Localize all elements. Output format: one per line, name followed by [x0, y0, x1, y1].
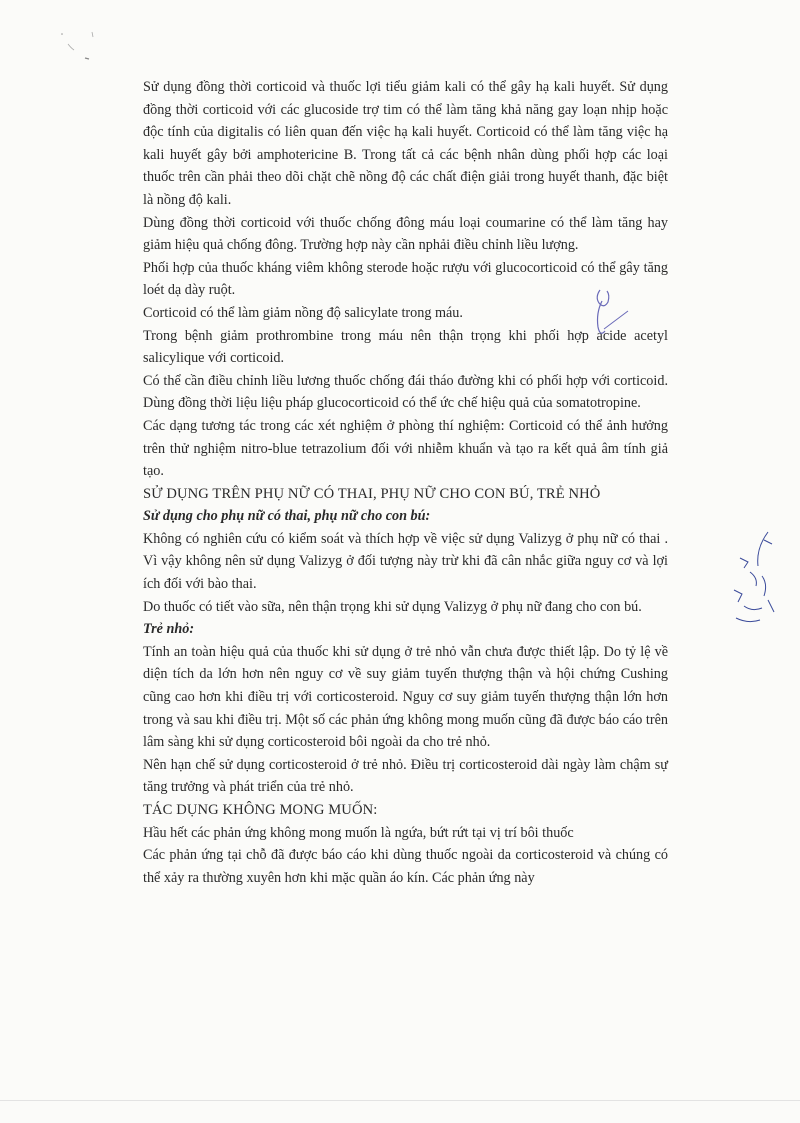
adverse-paragraph-1: Hầu hết các phản ứng không mong muốn là ngứa, bứt rứt tại vị trí bôi thuốc [143, 824, 574, 841]
interaction-paragraph-5: Trong bệnh giảm prothrombine trong máu nên thận trọng khi phối hợp acide acetyl salicylique với corticoid. [143, 327, 668, 367]
children-paragraph-2: Nên hạn chế sử dụng corticosteroid ở trẻ nhỏ. Điều trị corticosteroid dài ngày làm chậm sự tăng trưởng và phát triển của trẻ nhỏ. [143, 756, 668, 796]
interaction-paragraph-7: Các dạng tương tác trong các xét nghiệm ở phòng thí nghiệm: Corticoid có thể ảnh hưởng trên thử nghiệm nitro-blue tetrazolium đối với nhiễm khuẩn và tạo ra kết quả âm tính giả tạo. [143, 417, 668, 480]
pregnancy-section-heading: SỬ DỤNG TRÊN PHỤ NỮ CÓ THAI, PHỤ NỮ CHO CON BÚ, TRẺ NHỎ [143, 485, 601, 502]
pregnancy-paragraph-1: Không có nghiên cứu có kiểm soát và thích hợp về việc sử dụng Valizyg ở phụ nữ có thai . Vì vậy không nên sử dụng Valizyg ở đối tượng này trừ khi đã cân nhắc giữa nguy cơ và lợi ích đối với bào thai. [143, 530, 668, 593]
interaction-paragraph-1: Sử dụng đồng thời corticoid và thuốc lợi tiểu giảm kali có thể gây hạ kali huyết. Sử dụng đồng thời corticoid với các glucoside trợ tim có thể làm tăng khả năng gay loạn nhịp hoặc độc tính của digitalis có liên quan đến việc hạ kali huyết. Corticoid có thể làm tăng việc hạ kali huyết gây bởi amphotericine B. Trong tất cả các bệnh nhân dùng phối hợp các loại thuốc trên cần phải theo dõi chặt chẽ nồng độ các chất điện giải trong huyết thanh, đặc biệt là nồng độ kali. [143, 79, 668, 208]
children-paragraph-1: Tính an toàn hiệu quả của thuốc khi sử dụng ở trẻ nhỏ vẫn chưa được thiết lập. Do tỷ lệ về diện tích da lớn hơn nên nguy cơ về suy giảm tuyến thượng thận và hội chứng Cushing cũng cao hơn khi điều trị với corticosteroid. Nguy cơ suy giảm tuyến thượng thận lớn hơn trong và sau khi điều trị. Một số các phản ứng không mong muốn cũng đã được báo cáo trên lâm sàng khi sử dụng corticosteroid bôi ngoài da cho trẻ nhỏ. [143, 643, 668, 751]
signature-icon [580, 285, 640, 350]
pregnancy-paragraph-2: Do thuốc có tiết vào sữa, nên thận trọng khi sử dụng Valizyg ở phụ nữ đang cho con bú. [143, 598, 642, 615]
interaction-paragraph-3: Phối hợp của thuốc kháng viêm không sterode hoặc rượu với glucocorticoid có thể gây tăng loét dạ dày ruột. [143, 259, 668, 299]
children-subheading: Trẻ nhỏ: [143, 621, 195, 638]
adverse-paragraph-2: Các phản ứng tại chỗ đã được báo cáo khi dùng thuốc ngoài da corticosteroid và chúng có thể xảy ra thường xuyên hơn khi mặc quần áo kín. Các phản ứng này [143, 847, 668, 886]
official-stamp-icon [728, 528, 778, 628]
page-corner-mark-icon [58, 30, 98, 65]
adverse-effects-heading: TÁC DỤNG KHÔNG MONG MUỐN: [143, 802, 378, 818]
interaction-paragraph-2: Dùng đồng thời corticoid với thuốc chống đông máu loại coumarine có thể làm tăng hay giảm hiệu quả chống đông. Trường hợp này cần nphải điều chỉnh liều lượng. [143, 214, 668, 254]
interaction-paragraph-4: Corticoid có thể làm giảm nồng độ salicylate trong máu. [143, 304, 463, 321]
document-body [143, 76, 668, 889]
pregnancy-subheading: Sử dụng cho phụ nữ có thai, phụ nữ cho con bú: [143, 508, 431, 525]
page-bottom-edge [0, 1100, 800, 1101]
interaction-paragraph-6: Có thể cần điều chỉnh liều lương thuốc chống đái tháo đường khi có phối hợp với corticoid. Dùng đồng thời liệu liệu pháp glucocorticoid có thể ức chế hiệu quả của somatotropine. [143, 372, 668, 412]
